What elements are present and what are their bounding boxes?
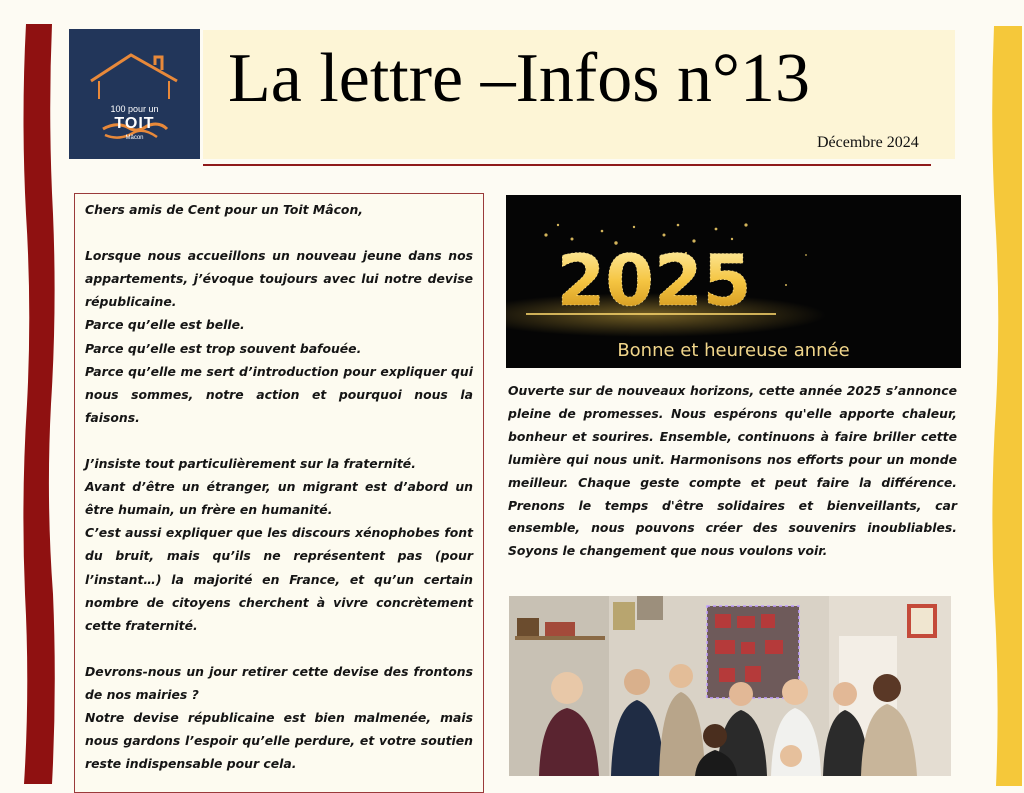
issue-date: Décembre 2024 [817,134,919,151]
year-text: 2025 [556,240,752,322]
header-rule [203,164,931,166]
article-text: Ouverte sur de nouveaux horizons, cette année 2025 s’annonce pleine de promesses. Nous espérons qu'elle apporte chaleur, bonheur et sourires. Ensemble, continuons à faire briller cette lumière qui nous unit. Harmonisons nos efforts pour un monde meilleur. Chaque geste compte et peut faire la différence. Prenons le temps d'être solidaires et bienveillants, car ensemble, nous pouvons créer des souvenirs inoubliables. Soyons le changement que nous voulons voir. [508,383,957,559]
newsletter-title: La lettre –Infos n°13 [228,40,810,117]
letter-text [85,198,473,775]
letter-paragraph: J’insiste tout particulièrement sur la fraternité. [85,456,416,472]
association-logo [69,29,200,159]
logo-line-1: 100 pour un [110,104,159,114]
letter-greeting: Chers amis de Cent pour un Toit Mâcon, [85,202,363,217]
letter-paragraph: Notre devise républicaine est bien malmenée, mais nous gardons l’espoir qu’elle perdure, et votre soutien reste indispensable pour cela. [85,710,473,772]
letter-paragraph: Parce qu’elle est belle. [85,317,245,333]
group-photo [509,596,951,776]
letter-paragraph: Parce qu’elle est trop souvent bafouée. [85,340,362,356]
letter-paragraph: Parce qu’elle me sert d’introduction pour expliquer qui nous sommes, notre action et pourquoi nous la faisons. [85,363,473,425]
right-border-ribbon [988,26,1024,786]
logo-line-3: Mâcon [125,135,144,141]
letter-paragraph: Devrons-nous un jour retirer cette devise des frontons de nos mairies ? [85,663,473,702]
letter-paragraph: Avant d’être un étranger, un migrant est d’abord un être humain, un frère en humanité. [85,479,473,518]
new-year-banner [506,195,961,368]
letter-box [74,193,484,793]
letter-paragraph: Lorsque nous accueillons un nouveau jeune dans nos appartements, j’évoque toujours avec lui notre devise républicaine. [85,248,473,310]
letter-paragraph: C’est aussi expliquer que les discours xénophobes font du bruit, mais qu’ils ne représentent pas (pour l’instant…) la majorité en France, et qu’un certain nombre de citoyens cherchent à vivre concrètement cette fraternité. [85,525,473,633]
banner-caption: Bonne et heureuse année [617,340,850,361]
logo-line-2: TOIT [114,115,155,132]
left-border-ribbon [22,24,56,784]
